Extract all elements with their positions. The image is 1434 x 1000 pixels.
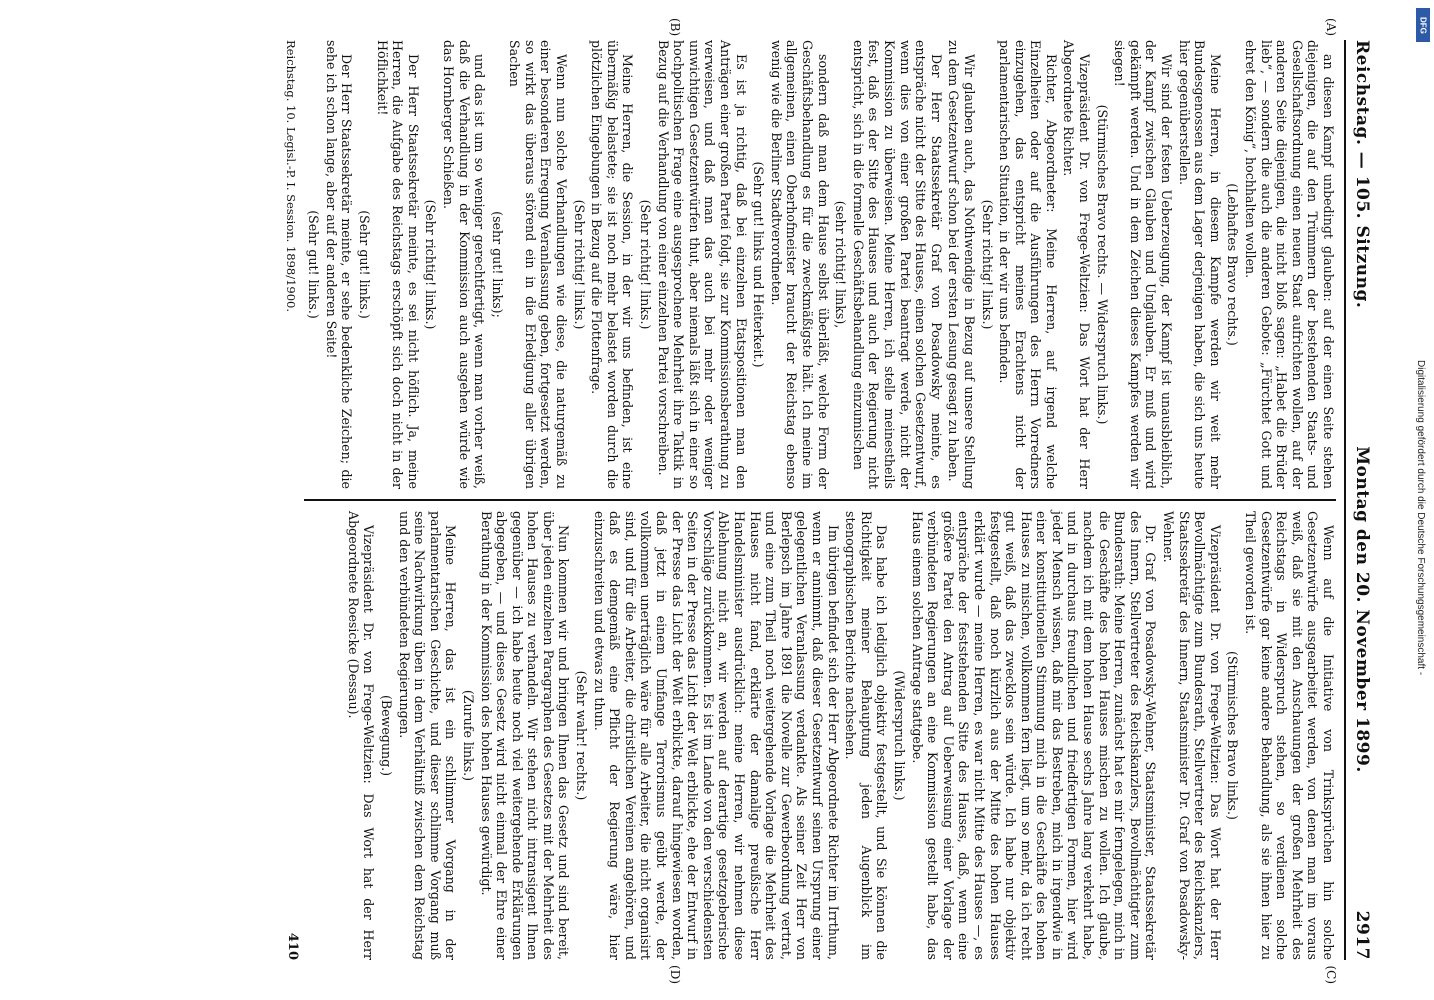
stage-direction: (Sehr gut! links.) xyxy=(356,210,372,319)
left-column xyxy=(304,40,1336,489)
header-date: Montag den 20. November 1899. xyxy=(1352,446,1372,773)
header-page-number: 2917 xyxy=(1352,910,1372,960)
paragraph: Wenn auf die Initiative von Trinksprüchen hin solche Gesetzentwürfe ausgearbeitet werden, von denen man im voraus weiß, daß sie mit den Anschauungen der großen Mehrheit des Reichstags in Widerspruch stehen, so verdienen solche Gesetzentwürfe gar keine andere Behandlung, als sie ihnen hier zu Theil geworden ist. xyxy=(1243,511,1336,960)
stage-direction: (Sehr richtig! links.) xyxy=(979,199,995,330)
stage-direction: (sehr richtig! links), xyxy=(833,200,849,329)
paragraph: Das habe ich lediglich objektiv festgestellt, und Sie können die Richtigkeit meiner Behauptung jeden Augenblick im stenographischen Berichte nachsehen. xyxy=(843,511,890,960)
stage-direction: (Sehr wahr! rechts.) xyxy=(574,670,590,801)
stage-direction: (Stürmisches Bravo rechts. — Widerspruch links.) xyxy=(1094,104,1110,425)
paragraph: Meine Herren, das ist ein schlimmer Vorgang in der parlamentarischen Geschichte, und dieser schlimme Vorgang muß seine Nachwirkung üben in dem Verhältniß zwischen dem Reichstag und den verbündeten Regierungen. xyxy=(396,511,459,960)
footer-session-info: Reichstag. 10. Legisl.-P. I. Session. 1898/1900. xyxy=(283,40,298,313)
footer-sheet-number: 410 xyxy=(284,932,300,960)
stage-direction: (Sehr richtig! links.) xyxy=(638,199,654,330)
paragraph: Es ist ja richtig, daß bei einzelnen Etatspositionen man den Anträgen einer großen Partei folgt, sie zur Kommissionsberathung zu verweisen, und daß man das auch bei mehr oder weniger unwichtigen Gesetzentwürfen thut, aber niemals läßt sich in einer so hochpolitischen Frage eine ausgesprochene Mehrheit ihre Taktik in Bezug auf die Verhandlung von einer einzelnen Partei vorschreiben. xyxy=(655,40,749,489)
margin-marker-c: (C) xyxy=(1324,965,1338,984)
newspaper-page xyxy=(42,18,1382,984)
stage-direction: (Zurufe links.) xyxy=(460,689,476,782)
stage-direction: (Sehr richtig! links.) xyxy=(571,199,587,330)
header-left: Reichstag. — 105. Sitzung. xyxy=(1352,40,1372,309)
paragraph: sondern daß man dem Hause selbst überläßt, welche Form der Geschäftsbehandlung es für die zweckmäßigste hält. Ich meine im allgemeinen, einen Oberhofmeister braucht der Reichstag ebenso wenig wie die Berliner Stadtverordneten. xyxy=(768,40,831,489)
paragraph: Der Herr Staatssekretär meinte, es sei nicht höflich. Ja, meine Herren, die Aufgabe des Reichstags erschöpft sich doch nicht in der Höflichkeit! xyxy=(374,40,421,489)
right-column xyxy=(304,511,1336,960)
paragraph: Der Herr Staatssekretär meinte, er sehe bedenkliche Zeichen; die sehe ich schon lange, aber auf der anderen Seite! xyxy=(323,40,355,489)
paragraph: Vizepräsident Dr. von Frege-Weltzien: Das Wort hat der Herr Abgeordnete Richter. xyxy=(1061,40,1093,489)
paragraph: Wir sind der festen Ueberzeugung, der Kampf ist unausbleiblich, der Kampf zwischen Glauben und Unglauben. Er muß und wird gekämpft werden. Und in dem Zeichen dieses Kampfes werden wir siegen! xyxy=(1112,40,1175,489)
page-header xyxy=(1344,40,1372,960)
paragraph: Wir glauben auch, das Nothwendige in Bezug auf unsere Stellung zu dem Gesetzentwurf schon bei der ersten Lesung gesagt zu haben. xyxy=(946,40,977,489)
stage-direction: (Sehr gut! links und Heiterkeit.) xyxy=(751,161,767,368)
paragraph: Meine Herren, in diesem Kampfe werden wir weit mehr Bundesgenossen aus dem Lager derjenigen haben, die sich uns heute hier gegenüberstellen. xyxy=(1176,40,1223,489)
stage-direction: (Stürmisches Bravo links.) xyxy=(1225,651,1241,820)
column-divider xyxy=(304,499,1336,501)
paragraph: Dr. Graf von Posadowsky-Wehner, Staatsminister, Staatssekretär des Innern, Stellvertreter des Reichskanzlers, Bevollmächtigter zum Bundesrath: Meine Herren, zunächst hat es mir ferngelegen, mich in die Geschäfte des hohen Hauses mischen zu wollen. Ich glaube, nachdem ich mit dem hohen Hause sechs Jahre lang verkehrt habe, und in durchaus freundlichen und friedfertigen Formen, hier wird jeder Mensch wissen, daß mir das Bestreben, mich in irgendwie in einer konstitutionellen Stimmung mich in die Geschäfte des hohen Hauses zu mischen, vollkommen fern liegt, um so mehr, da ich recht gut weiß, daß das zwecklos sein würde. Ich habe nur objektiv festgestellt, daß noch kürzlich aus der Mitte des hohen Hauses erklärt wurde — meine Herren, es war nicht Mitte des Hauses —, es entspräche der feststehenden Sitte des Hauses, daß, wenn eine größere Partei den Antrag auf Ueberweisung einer Vorlage der verbündeten Regierungen an eine Kommission gestellt habe, das Haus einem solchen Antrage stattgebe. xyxy=(909,511,1159,960)
stage-direction: (Widerspruch links.) xyxy=(891,670,907,801)
dfg-note: Digitalisierung gefördert durch die Deutsche Forschungsgemeinschaft - xyxy=(1415,360,1426,676)
paragraph: Vizepräsident Dr. von Frege-Weltzien: Das Wort hat der Herr Abgeordnete Roesicke (Dessau). xyxy=(345,511,377,960)
stage-direction: (sehr gut! links); xyxy=(489,211,505,318)
paragraph: Richter, Abgeordneter: Meine Herren, auf irgend welche Einzelheiten oder auf die Ausführungen des Herrn Vorredners einzugehen, das entspricht meines Erachtens nicht der parlamentarischen Situation, in der wir uns befinden. xyxy=(997,40,1059,489)
paragraph: Nun kommen wir und bringen Ihnen das Gesetz und sind bereit, über jeden einzelnen Paragraphen des Gesetzes mit der Mehrheit des hohen Hauses zu verhandeln. Wir stehen nicht intransigent Ihnen gegenüber — ich habe heute noch viel weitergehende Erklärungen abgegeben, — und dieses Gesetz wird nicht einmal der Ehre einer Berathung in der Kommission des hohen Hauses gewürdigt. xyxy=(478,511,572,960)
text-columns xyxy=(304,40,1336,960)
paragraph: an diesen Kampf unbedingt glauben: auf der einen Seite stehen diejenigen, die auf den Trümmern der bestehenden Staats- und Gesellschaftsordnung einen neuen Staat aufrichten wollen, auf der anderen Seite diejenigen, die nicht bloß sagen: „Habet die Brüder lieb“, — sondern die auch die anderen Gebote: „Fürchtet Gott und ehret den König“, hochhalten wollen. xyxy=(1243,40,1336,489)
dfg-logo: DFG xyxy=(1416,8,1430,42)
paragraph: Wenn nun solche Verhandlungen wie diese, die naturgemäß zu einer besonderen Erregung Veranlassung geben, fortgesetzt werden, so wirkt das überaus störend ein in die Erledigung aller übrigen Sachen xyxy=(507,40,570,489)
paragraph: Vizepräsident Dr. von Frege-Weltzien: Das Wort hat der Herr Bevollmächtigte zum Bundesrath, Stellvertreter des Reichskanzlers, Staatssekretär des Innern, Staatsminister Dr. Graf von Posadowsky-Wehner. xyxy=(1161,511,1223,960)
stage-direction: (Lebhaftes Bravo rechts.) xyxy=(1225,183,1241,346)
stage-direction: (Sehr gut! links.) xyxy=(306,210,322,319)
paragraph: und das ist um so weniger gerechtfertigt, wenn man vorher weiß, daß die Verhandlung in der Kommission auch ausgehen würde wie das Hornberger Schießen. xyxy=(440,40,488,489)
margin-marker-d: (D) xyxy=(668,965,682,984)
paragraph: Im übrigen befindet sich der Herr Abgeordnete Richter im Irrthum, wenn er annimmt, daß dieser Gesetzentwurf seinen Ursprung einer gelegentlichen Veranlassung verdankte. Als seiner Zeit Herr von Berlepsch im Jahre 1891 die Novelle zur Gewerbeordnung vertrat, und eine zum Theil noch weitergehende Vorlage die Mehrheit des Hauses nicht fand, erklärte der damalige preußische Herr Handelsminister ausdrücklich: meine Herren, wir nehmen diese Ablehnung nicht an, wir werden auf derartige gesetzgeberische Vorschläge zurückkommen. Es ist im Lande von den verschiedensten Seiten in der Presse das Licht der Welt erblickte, ehe der Entwurf in der Presse das Licht der Welt erblickte, darauf hingewiesen worden, daß jetzt in einem Umfange Terrorismus geübt werde, der vollkommen unerträglich wäre für alle Arbeiter, die nicht organisirt sind, und für die Arbeiter, die christlichen Vereinen angehören, und daß es demgemäß eine Pflicht der Regierung wäre, hier einzuschreiten und etwas zu thun. xyxy=(591,511,841,960)
margin-marker-b: (B) xyxy=(668,18,682,37)
margin-marker-a: (A) xyxy=(1324,18,1338,37)
stage-direction: (Bewegung.) xyxy=(378,694,394,777)
paragraph: Der Herr Staatssekretär Graf von Posadowsky meinte, es entspräche nicht der Sitte des Hauses, einen solchen Gesetzentwurf, wenn dies von einer großen Partei beantragt werde, nicht der Kommission zu überweisen. Meine Herren, ich stelle meinestheils fest, daß es der Sitte des Hauses und auch der Regierung nicht entspricht, sich in die formelle Geschäftsbehandlung einzumischen xyxy=(850,40,944,489)
stage-direction: (Sehr richtig! links.) xyxy=(423,199,439,330)
paragraph: Meine Herren, die Session, in der wir uns befinden, ist eine übermäßig belastete; sie ist noch mehr belastet worden durch die plötzlichen Eingebungen in Bezug auf die Flottenfrage. xyxy=(589,40,636,489)
